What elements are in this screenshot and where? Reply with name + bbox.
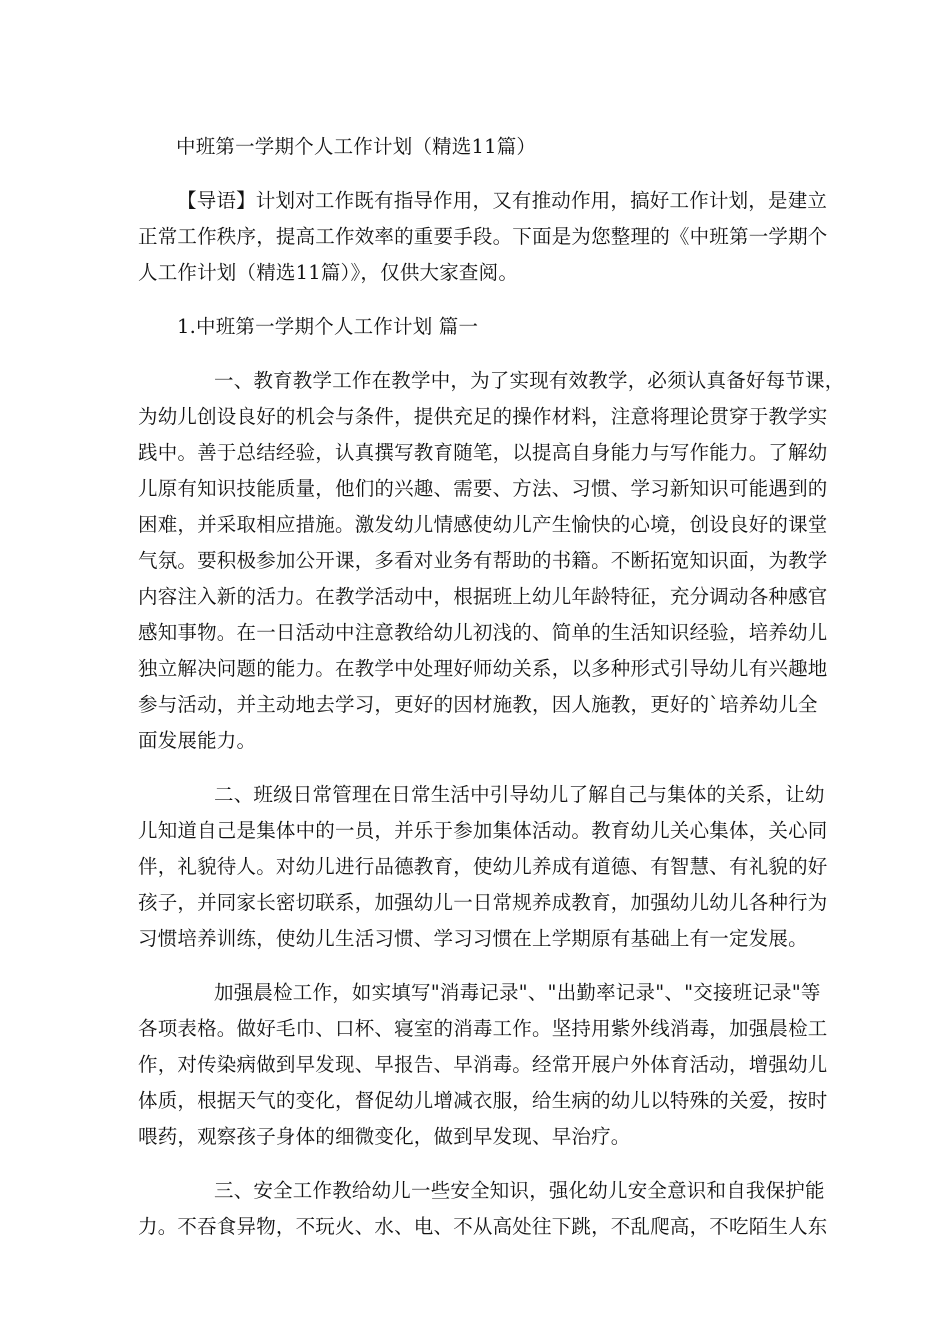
paragraph-line: 内容注入新的活力。在教学活动中，根据班上幼儿年龄特征，充分调动各种感官 bbox=[138, 585, 828, 608]
paragraph-line: 为幼儿创设良好的机会与条件，提供充足的操作材料，注意将理论贯穿于教学实 bbox=[138, 405, 828, 428]
paragraph-line: 独立解决问题的能力。在教学中处理好师幼关系，以多种形式引导幼儿有兴趣地 bbox=[138, 657, 828, 680]
section-heading: 1.中班第一学期个人工作计划 篇一 bbox=[177, 315, 479, 338]
intro-line: 【导语】计划对工作既有指导作用，又有推动作用，搞好工作计划，是建立 bbox=[177, 189, 828, 212]
paragraph-line: 习惯培养训练，使幼儿生活习惯、学习习惯在上学期原有基础上有一定发展。 bbox=[138, 927, 808, 950]
intro-line: 正常工作秩序，提高工作效率的重要手段。下面是为您整理的《中班第一学期个 bbox=[138, 225, 828, 248]
intro-line: 人工作计划（精选11篇）》，仅供大家查阅。 bbox=[138, 261, 519, 284]
paragraph-line: 伴，礼貌待人。对幼儿进行品德教育，使幼儿养成有道德、有智慧、有礼貌的好 bbox=[138, 855, 828, 878]
paragraph-line: 各项表格。做好毛巾、口杯、寝室的消毒工作。坚持用紫外线消毒，加强晨检工 bbox=[138, 1017, 828, 1040]
paragraph-line: 三、安全工作教给幼儿一些安全知识，强化幼儿安全意识和自我保护能 bbox=[214, 1179, 825, 1202]
paragraph-line: 力。不吞食异物，不玩火、水、电、不从高处往下跳，不乱爬高，不吃陌生人东 bbox=[138, 1215, 828, 1238]
paragraph-line: 困难，并采取相应措施。激发幼儿情感使幼儿产生愉快的心境，创设良好的课堂 bbox=[138, 513, 828, 536]
paragraph-line: 气氛。要积极参加公开课，多看对业务有帮助的书籍。不断拓宽知识面，为教学 bbox=[138, 549, 828, 572]
paragraph-line: 感知事物。在一日活动中注意教给幼儿初浅的、简单的生活知识经验，培养幼儿 bbox=[138, 621, 828, 644]
paragraph-line: 体质，根据天气的变化，督促幼儿增减衣服，给生病的幼儿以特殊的关爱，按时 bbox=[138, 1089, 828, 1112]
paragraph-line: 儿原有知识技能质量，他们的兴趣、需要、方法、习惯、学习新知识可能遇到的 bbox=[138, 477, 828, 500]
paragraph-line: 二、班级日常管理在日常生活中引导幼儿了解自己与集体的关系，让幼 bbox=[214, 783, 825, 806]
paragraph-line: 加强晨检工作，如实填写"消毒记录"、"出勤率记录"、"交接班记录"等 bbox=[214, 981, 821, 1004]
paragraph-line: 儿知道自己是集体中的一员，并乐于参加集体活动。教育幼儿关心集体，关心同 bbox=[138, 819, 828, 842]
paragraph-line: 喂药，观察孩子身体的细微变化，做到早发现、早治疗。 bbox=[138, 1125, 631, 1148]
paragraph-line: 作，对传染病做到早发现、早报告、早消毒。经常开展户外体育活动，增强幼儿 bbox=[138, 1053, 828, 1076]
paragraph-line: 参与活动，并主动地去学习，更好的因材施教，因人施教，更好的`培养幼儿全 bbox=[138, 693, 818, 716]
paragraph-line: 践中。善于总结经验，认真撰写教育随笔，以提高自身能力与写作能力。了解幼 bbox=[138, 441, 828, 464]
paragraph-line: 孩子，并同家长密切联系，加强幼儿一日常规养成教育，加强幼儿幼儿各种行为 bbox=[138, 891, 828, 914]
paragraph-line: 一、教育教学工作在教学中，为了实现有效教学，必须认真备好每节课， bbox=[214, 369, 845, 392]
paragraph-line: 面发展能力。 bbox=[138, 729, 257, 752]
document-title: 中班第一学期个人工作计划（精选11篇） bbox=[176, 135, 537, 158]
